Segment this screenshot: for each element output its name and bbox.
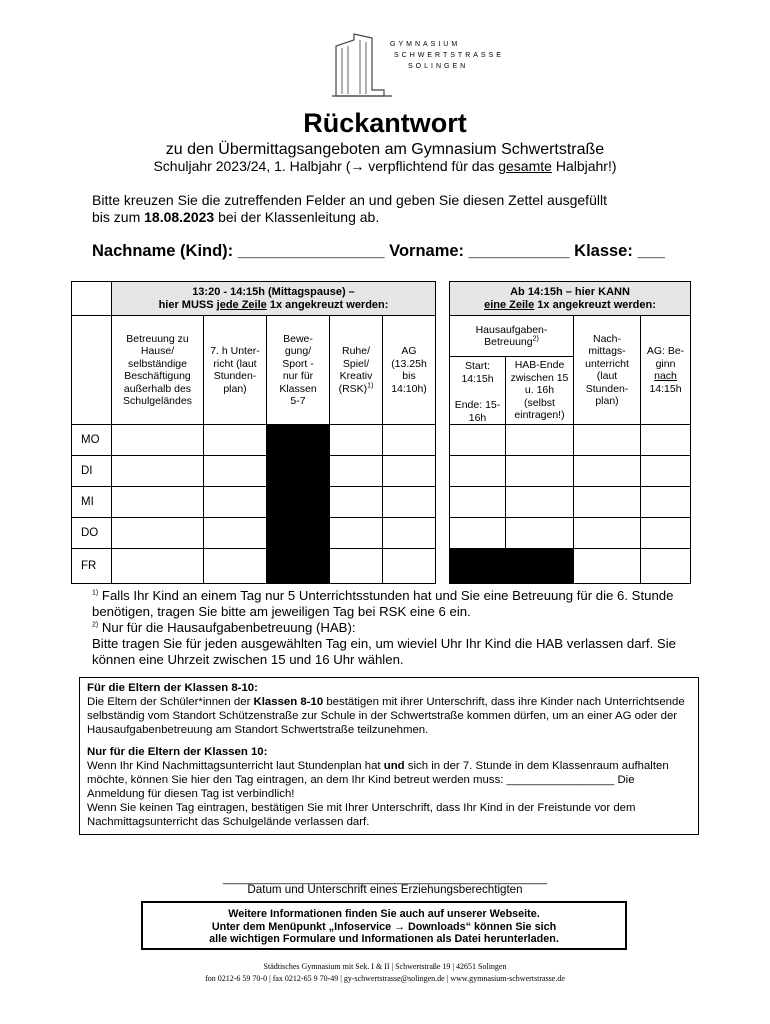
col-sport: Bewe-gung/ Sport -nur für Klassen 5-7 — [267, 316, 330, 425]
checkbox-cell[interactable] — [204, 425, 267, 456]
blocked-cell — [267, 487, 330, 518]
checkbox-cell[interactable] — [112, 549, 204, 584]
day-label: MO — [72, 425, 112, 456]
col-nachmittag: Nach-mittags-unterricht (laut Stunden-plan) — [574, 316, 641, 425]
checkbox-cell[interactable] — [330, 425, 383, 456]
right-header — [450, 282, 691, 316]
arrow-right-icon: → — [350, 158, 365, 174]
footnote-2-text: Nur für die Hausaufgabenbetreuung (HAB): — [98, 620, 356, 635]
intro-text — [92, 192, 692, 226]
right-header-part-b: 1x angekreuzt werden: — [534, 298, 656, 311]
column-gap — [436, 282, 450, 584]
checkbox-cell[interactable] — [330, 456, 383, 487]
checkbox-cell[interactable] — [450, 456, 506, 487]
hab-end-label: Ende: 15-16h — [454, 399, 501, 424]
hab-start-label: Start: 14:15h — [461, 360, 494, 385]
day-column-header — [72, 316, 112, 425]
school-year-line — [0, 158, 770, 174]
left-header-part-b: 1x angekreuzt werden: — [266, 298, 389, 311]
checkbox-cell[interactable] — [383, 487, 436, 518]
checkbox-cell[interactable] — [574, 456, 641, 487]
blocked-cell — [267, 549, 330, 584]
corner-cell — [72, 282, 112, 316]
col-hab-label: Hausaufgaben-Betreuung — [475, 323, 548, 348]
day-label: FR — [72, 549, 112, 584]
logo-line-3: SOLINGEN — [408, 63, 469, 70]
checkbox-cell[interactable] — [383, 425, 436, 456]
col-hab-footnote: 2) — [532, 335, 539, 343]
parents-p1-b: Klassen 8-10 — [253, 696, 324, 708]
col-rsk — [330, 316, 383, 425]
left-header — [112, 282, 436, 316]
checkbox-cell[interactable] — [506, 518, 574, 549]
footnote-1-text: Falls Ihr Kind an einem Tag nur 5 Unterrichtsstunden hat und Sie eine Betreuung für die 6. Stunde benötigen, tragen Sie bitte am jeweiligen Tag bei RSK eine 6 ein. — [92, 588, 674, 619]
table-row-mi — [72, 487, 691, 518]
col-ag-afternoon — [641, 316, 691, 425]
footer-line-1: Städtisches Gymnasium mit Sek. I & II | Schwertstraße 19 | 42651 Solingen — [263, 962, 507, 971]
school-logo — [332, 30, 532, 100]
info-line-3: alle wichtigen Formulare und Informationen als Datei herunterladen. — [209, 933, 559, 945]
footnote-2-body: Bitte tragen Sie für jeden ausgewählten Tag ein, um wieviel Uhr Ihr Kind die HAB verlassen darf. Sie können eine Uhrzeit zwischen 15 und 16 Uhr wählen. — [92, 636, 676, 667]
checkbox-cell[interactable] — [574, 487, 641, 518]
blocked-cell — [267, 456, 330, 487]
intro-line-2-prefix: bis zum — [92, 209, 145, 225]
blocked-cell — [450, 549, 506, 584]
col-rsk-footnote: 1) — [367, 382, 374, 389]
intro-line-1: Bitte kreuzen Sie die zutreffenden Felder an und geben Sie diesen Zettel ausgefüllt — [92, 192, 607, 208]
footnotes — [92, 588, 692, 668]
signature-label: Datum und Unterschrift eines Erziehungsberechtigten — [247, 883, 523, 896]
col-ag-afternoon-time: 14:15h — [649, 382, 682, 395]
table-row-di — [72, 456, 691, 487]
col-betreuung: Betreuung zu Hause/ selbständige Beschäftigung außerhalb des Schulgeländes — [112, 316, 204, 425]
left-header-line-1: 13:20 - 14:15h (Mittagspause) – — [192, 285, 355, 298]
left-header-line-2 — [112, 299, 435, 312]
checkbox-cell[interactable] — [330, 487, 383, 518]
parents-p2-a: Wenn Ihr Kind Nachmittagsunterricht laut Stundenplan hat — [87, 760, 384, 772]
checkbox-cell[interactable] — [383, 456, 436, 487]
blocked-cell — [506, 549, 574, 584]
parents-p1-a: Die Eltern der Schüler*innen der — [87, 696, 254, 708]
school-year-prefix: Schuljahr 2023/24, 1. Halbjahr ( — [153, 158, 351, 174]
blocked-cell — [267, 518, 330, 549]
checkbox-cell[interactable] — [450, 487, 506, 518]
checkbox-cell[interactable] — [204, 456, 267, 487]
footnote-1 — [92, 588, 692, 620]
table-row-do — [72, 518, 691, 549]
checkbox-cell[interactable] — [506, 487, 574, 518]
col-hab — [450, 316, 574, 357]
checkbox-cell[interactable] — [574, 549, 641, 584]
footnote-2 — [92, 620, 692, 636]
checkbox-cell[interactable] — [204, 518, 267, 549]
checkbox-cell[interactable] — [383, 518, 436, 549]
blocked-cell — [267, 425, 330, 456]
checkbox-cell[interactable] — [112, 456, 204, 487]
info-line-1: Weitere Informationen finden Sie auch auf unserer Webseite. — [228, 908, 540, 920]
school-year-text: verpflichtend für das — [364, 158, 499, 174]
right-header-underlined: eine Zeile — [484, 298, 535, 311]
logo-line-1: GYMNASIUM — [390, 41, 461, 48]
school-year-suffix: Halbjahr!) — [551, 158, 617, 174]
checkbox-cell[interactable] — [641, 518, 691, 549]
col-hab-start — [450, 357, 506, 425]
page-subtitle: zu den Übermittagsangeboten am Gymnasium Schwertstraße — [165, 141, 605, 158]
name-fields-row[interactable]: Nachname (Kind): ________________ Vorname: ___________ Klasse: ___ — [92, 242, 665, 260]
signature-line[interactable]: _____________________________________________________ — [222, 873, 548, 885]
table-row-mo — [72, 425, 691, 456]
parents-paragraph-1 — [87, 695, 691, 737]
parents-heading-8-10: Für die Eltern der Klassen 8-10: — [87, 682, 258, 694]
checkbox-cell[interactable] — [450, 425, 506, 456]
school-year-underlined: gesamte — [498, 158, 552, 174]
checkbox-cell[interactable] — [112, 487, 204, 518]
deadline-date: 18.08.2023 — [144, 209, 215, 225]
parents-paragraph-2 — [87, 759, 691, 801]
parents-paragraph-3: Wenn Sie keinen Tag eintragen, bestätigen Sie mit Ihrer Unterschrift, dass Ihr Kind in der Freistunde vor dem Nachmittagsunterricht das Schulgelände verlassen darf. — [87, 802, 636, 828]
footnote-2-mark: 2) — [92, 621, 99, 629]
checkbox-cell[interactable] — [330, 518, 383, 549]
col-hab-end: HAB-Ende zwischen 15 u. 16h (selbst eintragen!) — [506, 357, 574, 425]
right-header-line-1: Ab 14:15h – hier KANN — [510, 285, 630, 298]
day-label: MI — [72, 487, 112, 518]
checkbox-cell[interactable] — [641, 425, 691, 456]
checkbox-cell[interactable] — [330, 549, 383, 584]
footnote-1-mark: 1) — [92, 589, 99, 597]
checkbox-cell[interactable] — [506, 456, 574, 487]
checkbox-cell[interactable] — [383, 549, 436, 584]
footer-line-2: fon 0212-6 59 70-0 | fax 0212-65 9 70-49 | gy-schwertstrasse@solingen.de | www.gymnasium-schwertstrasse.de — [205, 974, 565, 983]
intro-line-2 — [92, 209, 692, 226]
col-ag-afternoon-underlined: nach — [654, 370, 677, 382]
right-header-line-2 — [450, 299, 690, 312]
page-footer — [0, 961, 770, 985]
col-ag: AG (13.25h bis 14:10h) — [383, 316, 436, 425]
website-info-box — [141, 901, 627, 950]
checkbox-cell[interactable] — [204, 487, 267, 518]
checkbox-cell[interactable] — [112, 425, 204, 456]
col-seventh-hour: 7. h Unter-richt (laut Stunden-plan) — [204, 316, 267, 425]
checkbox-cell[interactable] — [641, 487, 691, 518]
parents-heading-10: Nur für die Eltern der Klassen 10: — [87, 746, 268, 758]
left-header-underlined: jede Zeile — [216, 298, 267, 311]
col-ag-afternoon-label: AG: Be-ginn — [646, 345, 685, 370]
checkbox-cell[interactable] — [506, 425, 574, 456]
checkbox-cell[interactable] — [641, 549, 691, 584]
parents-info-box — [79, 677, 699, 835]
checkbox-cell[interactable] — [641, 456, 691, 487]
checkbox-cell[interactable] — [112, 518, 204, 549]
intro-line-2-suffix: bei der Klassenleitung ab. — [214, 209, 380, 225]
checkbox-cell[interactable] — [450, 518, 506, 549]
checkbox-cell[interactable] — [204, 549, 267, 584]
parents-p2-b: und — [383, 760, 405, 772]
logo-line-2: SCHWERTSTRASSE — [394, 52, 504, 59]
parents-p1-c: bestätigen mit ihrer Unterschrift, dass ihre Kinder nach Unterrichtsende selbständig vom Standort Schützenstraße zur Schule in der Schwertstraße kommen dürfen, um an einer AG oder der Hausaufgabenbetreuung am Standort Schwertstraße teilzunehmen. — [87, 696, 685, 736]
left-header-part-a: hier MUSS — [158, 298, 217, 311]
col-rsk-label: Ruhe/ Spiel/ Kreativ (RSK) — [338, 345, 373, 395]
parents-p2-c: sich in der 7. Stunde in dem Klassenraum aufhalten möchte, können Sie hier den Tag eintragen, an dem Ihr Kind betreut werden muss: _________________ Die Anmeldung für diesen Tag ist verbindlich! — [87, 760, 669, 800]
checkbox-cell[interactable] — [574, 518, 641, 549]
page-title: Rückantwort — [303, 108, 467, 138]
day-label: DO — [72, 518, 112, 549]
day-label: DI — [72, 456, 112, 487]
attendance-table — [71, 281, 691, 584]
checkbox-cell[interactable] — [574, 425, 641, 456]
table-row-fr — [72, 549, 691, 584]
info-line-2: Unter dem Menüpunkt „Infoservice → Downloads“ können Sie sich — [211, 920, 557, 933]
